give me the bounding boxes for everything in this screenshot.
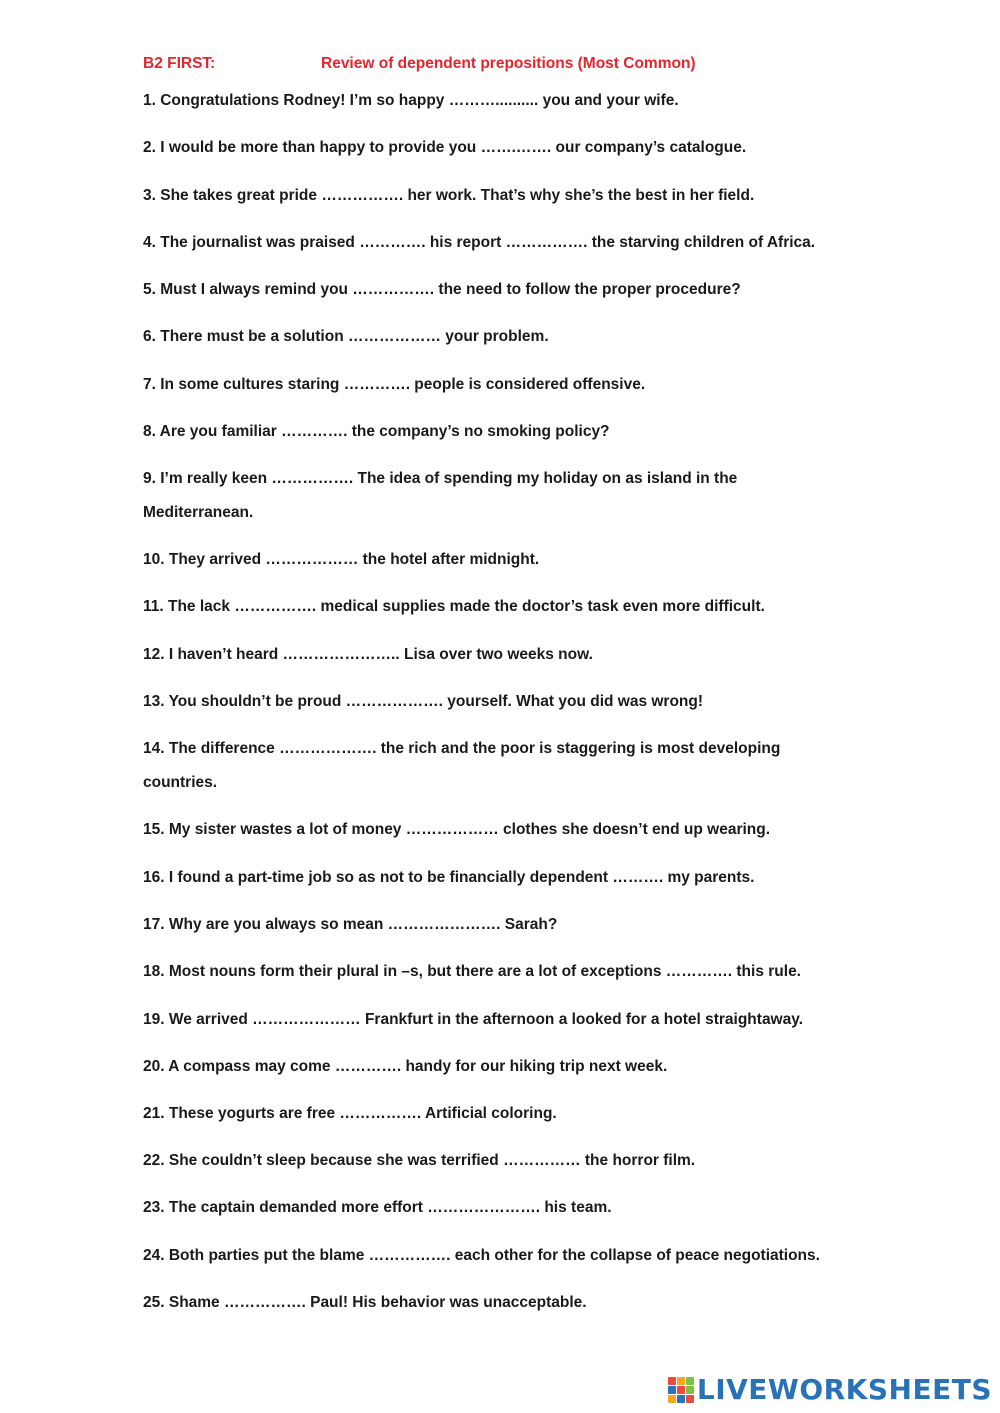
question-item: 18. Most nouns form their plural in –s, but there are a lot of exceptions …………. this rule. xyxy=(143,963,801,980)
question-item: 25. Shame ……………. Paul! His behavior was unacceptable. xyxy=(143,1294,587,1311)
question-item: 3. She takes great pride ……………. her work. That’s why she’s the best in her field. xyxy=(143,187,755,204)
question-item: 22. She couldn’t sleep because she was terrified …………… the horror film. xyxy=(143,1152,696,1169)
question-item: 8. Are you familiar …………. the company’s no smoking policy? xyxy=(143,423,610,440)
question-item: 19. We arrived ………………… Frankfurt in the afternoon a looked for a hotel straightaway. xyxy=(143,1011,804,1028)
question-item: 11. The lack ……………. medical supplies made the doctor’s task even more difficult. xyxy=(143,598,765,615)
liveworksheets-logo xyxy=(668,1375,992,1405)
question-item: 10. They arrived ……………… the hotel after midnight. xyxy=(143,551,540,568)
logo-text: LIVEWORKSHEETS xyxy=(696,1373,992,1406)
question-item: 4. The journalist was praised …………. his report ……………. the starving children of Africa. xyxy=(143,234,816,251)
worksheet-title: Review of dependent prepositions (Most Common) xyxy=(321,55,696,72)
question-item: 21. These yogurts are free ……………. Artificial coloring. xyxy=(143,1105,557,1122)
question-item: 15. My sister wastes a lot of money ……………… clothes she doesn’t end up wearing. xyxy=(143,821,771,838)
question-item: 7. In some cultures staring …………. people is considered offensive. xyxy=(143,376,646,393)
question-item: 17. Why are you always so mean …………………. Sarah? xyxy=(143,916,558,933)
question-item: 23. The captain demanded more effort …………………. his team. xyxy=(143,1199,612,1216)
question-item: 1. Congratulations Rodney! I’m so happy ……….......... you and your wife. xyxy=(143,92,679,109)
question-item: 2. I would be more than happy to provide you …….……. our company’s catalogue. xyxy=(143,139,747,156)
question-item: 24. Both parties put the blame ……………. each other for the collapse of peace negotiations. xyxy=(143,1247,820,1264)
question-item: 5. Must I always remind you ……………. the need to follow the proper procedure? xyxy=(143,281,741,298)
question-item: 20. A compass may come …………. handy for our hiking trip next week. xyxy=(143,1058,668,1075)
question-item: 9. I’m really keen ……………. The idea of spending my holiday on as island in the Mediterranean. xyxy=(143,470,738,521)
question-item: 12. I haven’t heard ………………….. Lisa over two weeks now. xyxy=(143,646,593,663)
liveworksheets-logo-icon xyxy=(668,1377,694,1403)
exam-label: B2 FIRST: xyxy=(143,55,216,72)
question-item: 6. There must be a solution ……………… your problem. xyxy=(143,328,549,345)
question-item: 13. You shouldn’t be proud ………………. yourself. What you did was wrong! xyxy=(143,693,704,710)
question-item: 16. I found a part-time job so as not to be financially dependent ………. my parents. xyxy=(143,869,755,886)
question-item: 14. The difference ………………. the rich and the poor is staggering is most developing countries. xyxy=(143,740,781,791)
worksheet-header xyxy=(143,55,903,77)
